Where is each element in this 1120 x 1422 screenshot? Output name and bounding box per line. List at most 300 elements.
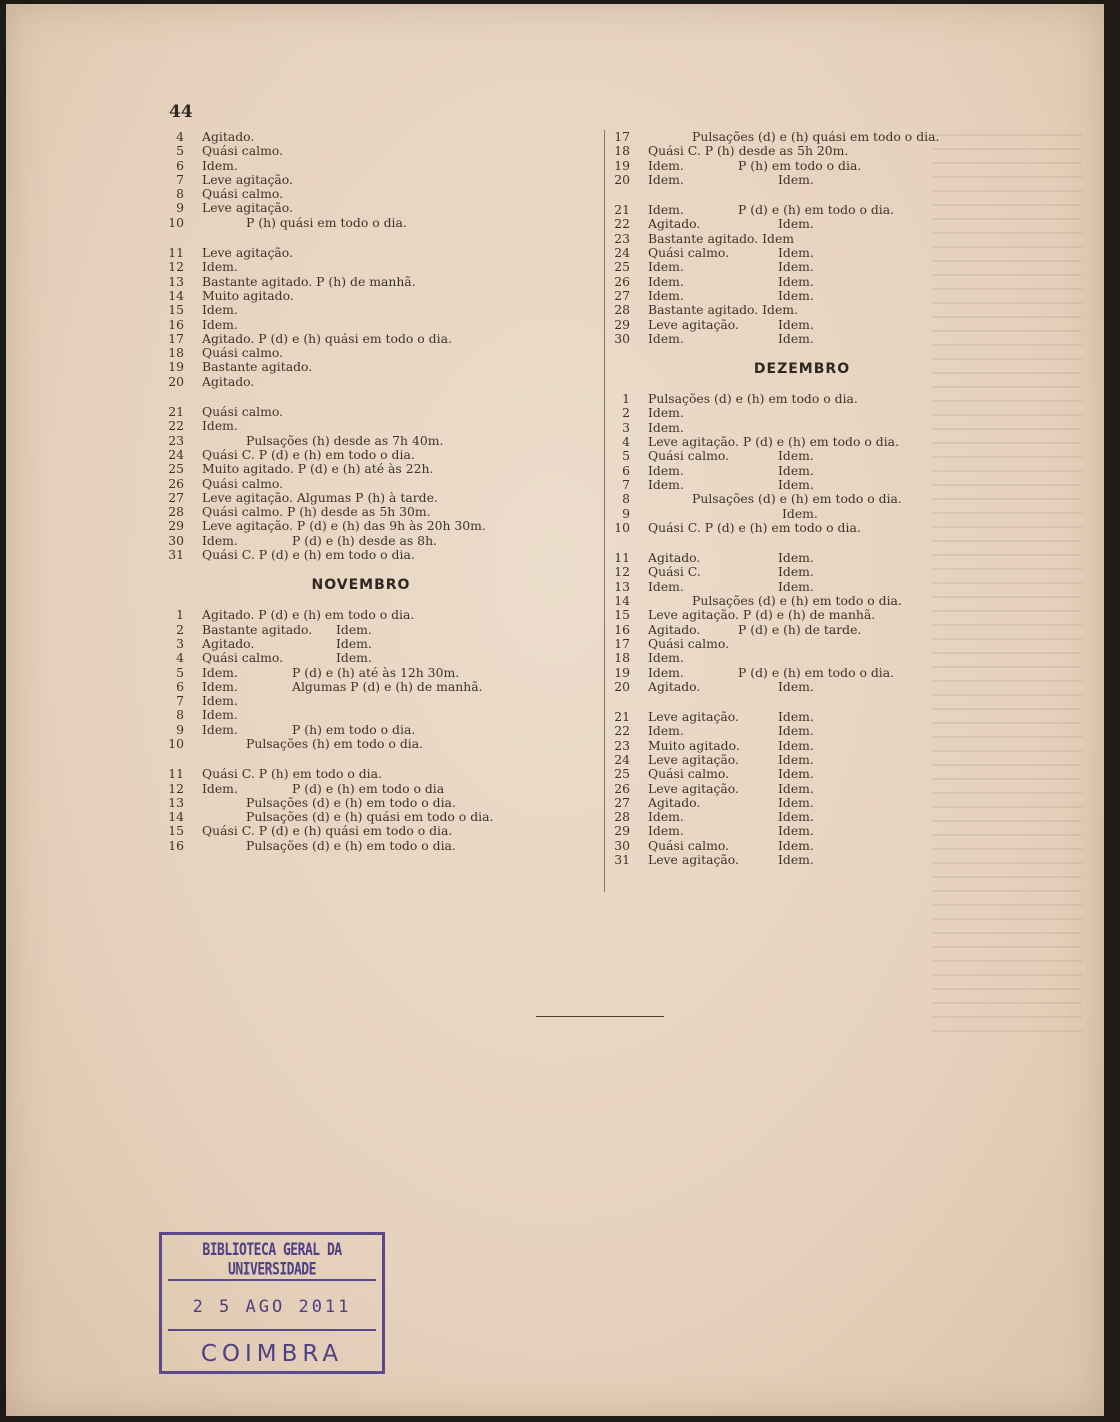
entry-detail: Idem.	[778, 780, 814, 796]
day-number: 9	[622, 505, 630, 521]
day-number: 12	[168, 259, 184, 275]
entry-state: Idem.	[648, 287, 684, 303]
day-number: 24	[614, 245, 630, 261]
entry-detail: Idem.	[336, 621, 372, 637]
stamp-city: COIMBRA	[200, 1341, 344, 1367]
log-entry-row	[602, 318, 1002, 332]
day-number: 12	[614, 564, 630, 580]
entry-state: Bastante agitado. Idem.	[648, 302, 798, 318]
log-entry-row	[602, 551, 1002, 565]
day-number: 25	[168, 461, 184, 477]
day-number: 11	[168, 245, 184, 261]
entry-state: Quási C. P (d) e (h) em todo o dia.	[202, 446, 415, 462]
log-entry-row	[602, 782, 1002, 796]
log-entry-row	[156, 462, 566, 476]
entry-state: Quási calmo.	[648, 766, 730, 782]
entry-state: Quási C. P (h) desde as 5h 20m.	[648, 143, 849, 159]
day-number: 13	[614, 578, 630, 594]
day-number: 3	[622, 419, 630, 435]
day-number: 17	[614, 635, 630, 651]
log-entry-row	[602, 637, 1002, 651]
day-number: 5	[176, 664, 184, 680]
day-number: 28	[168, 504, 184, 520]
day-number: 30	[614, 330, 630, 346]
log-entry-row	[156, 130, 566, 144]
log-entry-row	[602, 303, 1002, 317]
entry-state: Idem.	[648, 476, 684, 492]
log-entry-row	[156, 505, 566, 519]
left-rows-e	[156, 767, 566, 853]
stamp-rule	[168, 1329, 376, 1331]
log-entry-row	[156, 839, 566, 853]
entry-detail: Idem.	[778, 852, 814, 868]
day-number: 5	[622, 448, 630, 464]
log-entry-row	[602, 260, 1002, 274]
day-number: 19	[614, 157, 630, 173]
log-entry-row	[156, 144, 566, 158]
entry-detail: Idem.	[778, 809, 814, 825]
day-number: 22	[168, 418, 184, 434]
log-entry-row	[156, 477, 566, 491]
entry-state: Idem.	[648, 157, 684, 173]
day-number: 16	[614, 621, 630, 637]
day-number: 15	[614, 607, 630, 623]
day-number: 15	[168, 302, 184, 318]
entry-detail: Pulsações (d) e (h) em todo o dia.	[692, 593, 902, 609]
log-entry-row	[156, 519, 566, 533]
stamp-date: 2 5 AGO 2011	[192, 1297, 352, 1317]
entry-state: Idem.	[202, 418, 238, 434]
log-entry-row	[602, 289, 1002, 303]
entry-detail: Idem.	[778, 476, 814, 492]
log-entry-row	[602, 680, 1002, 694]
day-number: 27	[614, 287, 630, 303]
entry-state: Quási calmo. P (h) desde as 5h 30m.	[202, 504, 431, 520]
log-entry-row	[156, 375, 566, 389]
day-number: 14	[168, 287, 184, 303]
log-entry-row	[602, 406, 1002, 420]
log-entry-row	[602, 421, 1002, 435]
day-number: 22	[614, 723, 630, 739]
log-entry-row	[156, 623, 566, 637]
day-number: 24	[168, 446, 184, 462]
day-number: 26	[614, 273, 630, 289]
log-entry-row	[602, 173, 1002, 187]
log-entry-row	[602, 580, 1002, 594]
entry-state: Idem.	[648, 650, 684, 666]
entry-state: Quási calmo.	[648, 837, 730, 853]
entry-detail: Idem.	[778, 171, 814, 187]
entry-state: Idem.	[648, 723, 684, 739]
log-entry-row	[602, 521, 1002, 535]
entry-detail: Idem.	[778, 837, 814, 853]
entry-detail: Idem.	[778, 751, 814, 767]
day-number: 9	[176, 200, 184, 216]
log-entry-row	[602, 478, 1002, 492]
left-column	[156, 130, 566, 853]
entry-state: Idem.	[202, 532, 238, 548]
log-entry-row	[156, 360, 566, 374]
right-rows-d	[602, 551, 1002, 694]
entry-detail: P (h) em todo o dia.	[738, 157, 862, 173]
day-number: 5	[176, 143, 184, 159]
entry-detail: P (h) quási em todo o dia.	[246, 214, 407, 230]
day-number: 29	[614, 316, 630, 332]
library-stamp	[159, 1232, 385, 1374]
log-entry-row	[602, 507, 1002, 521]
log-entry-row	[156, 201, 566, 215]
entry-state: Muito agitado.	[648, 737, 740, 753]
entry-state: Leve agitação.	[648, 316, 739, 332]
log-entry-row	[156, 187, 566, 201]
day-number: 29	[168, 518, 184, 534]
log-entry-row	[156, 666, 566, 680]
entry-state: Bastante agitado. P (h) de manhã.	[202, 273, 416, 289]
log-entry-row	[602, 464, 1002, 478]
day-number: 19	[614, 664, 630, 680]
log-entry-row	[156, 448, 566, 462]
entry-state: Leve agitação. P (d) e (h) de manhã.	[648, 607, 876, 623]
log-entry-row	[156, 275, 566, 289]
entry-state: Quási calmo.	[202, 650, 284, 666]
log-entry-row	[602, 435, 1002, 449]
entry-state: Leve agitação.	[202, 200, 293, 216]
day-number: 27	[168, 489, 184, 505]
day-number: 7	[176, 171, 184, 187]
entry-state: Quási C. P (d) e (h) quási em todo o dia.	[202, 823, 453, 839]
entry-detail: Idem.	[778, 316, 814, 332]
entry-detail: Idem.	[336, 635, 372, 651]
log-entry-row	[602, 666, 1002, 680]
log-entry-row	[602, 144, 1002, 158]
log-entry-row	[602, 839, 1002, 853]
entry-detail: Pulsações (d) e (h) em todo o dia.	[692, 491, 902, 507]
right-rows-c	[602, 392, 1002, 535]
log-entry-row	[156, 318, 566, 332]
entry-state: Idem.	[648, 330, 684, 346]
day-number: 23	[168, 432, 184, 448]
day-number: 31	[614, 852, 630, 868]
day-number: 18	[614, 143, 630, 159]
entry-state: Quási calmo.	[648, 635, 730, 651]
log-entry-row	[602, 159, 1002, 173]
entry-detail: Idem.	[778, 794, 814, 810]
entry-state: Pulsações (d) e (h) em todo o dia.	[648, 391, 858, 407]
log-entry-row	[156, 346, 566, 360]
day-number: 22	[614, 216, 630, 232]
day-number: 21	[168, 404, 184, 420]
entry-state: Quási calmo.	[202, 143, 284, 159]
left-rows-a	[156, 130, 566, 230]
entry-state: Quási calmo.	[648, 245, 730, 261]
entry-state: Idem.	[202, 664, 238, 680]
day-number: 6	[176, 678, 184, 694]
day-number: 10	[168, 214, 184, 230]
day-number: 16	[168, 316, 184, 332]
day-number: 20	[168, 373, 184, 389]
day-number: 26	[168, 475, 184, 491]
log-entry-row	[602, 796, 1002, 810]
entry-detail: Pulsações (d) e (h) em todo o dia.	[246, 837, 456, 853]
day-number: 11	[614, 550, 630, 566]
entry-detail: Idem.	[778, 245, 814, 261]
entry-state: Idem.	[648, 664, 684, 680]
day-number: 29	[614, 823, 630, 839]
entry-state: Leve agitação.	[648, 751, 739, 767]
log-entry-row	[156, 651, 566, 665]
entry-detail: Idem.	[778, 287, 814, 303]
log-entry-row	[602, 608, 1002, 622]
entry-state: Quási calmo.	[202, 404, 284, 420]
entry-state: Idem.	[202, 678, 238, 694]
entry-state: Idem.	[202, 259, 238, 275]
stamp-institution: BIBLIOTECA GERAL DA UNIVERSIDADE	[202, 1240, 342, 1280]
log-entry-row	[602, 130, 1002, 144]
log-entry-row	[602, 203, 1002, 217]
entry-state: Leve agitação. P (d) e (h) em todo o dia.	[648, 434, 900, 450]
log-entry-row	[156, 491, 566, 505]
entry-detail: Idem.	[778, 737, 814, 753]
day-number: 25	[614, 766, 630, 782]
entry-state: Leve agitação.	[648, 780, 739, 796]
entry-detail: Idem.	[778, 273, 814, 289]
log-entry-row	[156, 680, 566, 694]
day-number: 8	[176, 707, 184, 723]
entry-detail: Pulsações (h) em todo o dia.	[246, 735, 424, 751]
day-number: 18	[168, 345, 184, 361]
day-number: 18	[614, 650, 630, 666]
day-number: 7	[622, 476, 630, 492]
entry-state: Idem.	[648, 578, 684, 594]
entry-detail: P (d) e (h) de tarde.	[738, 621, 862, 637]
entry-detail: Idem.	[778, 578, 814, 594]
log-entry-row	[156, 534, 566, 548]
end-rule	[536, 1016, 664, 1017]
entry-detail: Pulsações (d) e (h) quási em todo o dia.	[246, 809, 494, 825]
log-entry-row	[156, 810, 566, 824]
day-number: 23	[614, 230, 630, 246]
entry-state: Quási C.	[648, 564, 701, 580]
entry-state: Quási calmo.	[648, 448, 730, 464]
log-entry-row	[602, 810, 1002, 824]
entry-detail: P (d) e (h) até às 12h 30m.	[292, 664, 460, 680]
entry-state: Agitado. P (d) e (h) em todo o dia.	[202, 607, 415, 623]
day-number: 31	[168, 547, 184, 563]
day-number: 2	[622, 405, 630, 421]
log-entry-row	[156, 824, 566, 838]
log-entry-row	[156, 303, 566, 317]
log-entry-row	[602, 824, 1002, 838]
entry-state: Bastante agitado. Idem	[648, 230, 795, 246]
entry-state: Idem.	[202, 316, 238, 332]
log-entry-row	[602, 392, 1002, 406]
log-entry-row	[602, 853, 1002, 867]
entry-state: Leve agitação.	[202, 245, 293, 261]
entry-state: Bastante agitado.	[202, 359, 313, 375]
day-number: 4	[176, 129, 184, 144]
log-entry-row	[602, 739, 1002, 753]
log-entry-row	[156, 405, 566, 419]
entry-state: Leve agitação.	[648, 709, 739, 725]
entry-state: Idem.	[648, 809, 684, 825]
log-entry-row	[156, 796, 566, 810]
entry-detail: P (d) e (h) desde as 8h.	[292, 532, 437, 548]
day-number: 16	[168, 837, 184, 853]
entry-detail: P (d) e (h) em todo o dia	[292, 780, 445, 796]
log-entry-row	[156, 708, 566, 722]
log-entry-row	[156, 159, 566, 173]
log-entry-row	[156, 246, 566, 260]
entry-detail: Idem.	[778, 709, 814, 725]
day-number: 25	[614, 259, 630, 275]
day-number: 10	[168, 735, 184, 751]
day-number: 14	[614, 593, 630, 609]
month-title-novembro: NOVEMBRO	[311, 577, 411, 594]
log-entry-row	[156, 173, 566, 187]
entry-detail: Idem.	[778, 564, 814, 580]
log-entry-row	[602, 767, 1002, 781]
log-entry-row	[602, 246, 1002, 260]
day-number: 13	[168, 273, 184, 289]
right-rows-a	[602, 130, 1002, 187]
entry-state: Muito agitado.	[202, 287, 294, 303]
day-number: 28	[614, 302, 630, 318]
day-number: 11	[168, 766, 184, 782]
entry-state: Agitado.	[202, 635, 255, 651]
entry-detail: Idem.	[778, 330, 814, 346]
entry-detail: Pulsações (d) e (h) quási em todo o dia.	[692, 129, 940, 144]
day-number: 2	[176, 621, 184, 637]
entry-state: Idem.	[202, 693, 238, 709]
entry-state: Quási calmo.	[202, 186, 284, 202]
entry-state: Idem.	[202, 302, 238, 318]
entry-detail: P (d) e (h) em todo o dia.	[738, 664, 895, 680]
entry-state: Idem.	[648, 405, 684, 421]
entry-state: Idem.	[202, 707, 238, 723]
day-number: 6	[176, 157, 184, 173]
day-number: 23	[614, 737, 630, 753]
log-entry-row	[156, 637, 566, 651]
entry-state: Idem.	[648, 202, 684, 218]
log-entry-row	[156, 419, 566, 433]
entry-state: Idem.	[648, 823, 684, 839]
day-number: 30	[168, 532, 184, 548]
log-entry-row	[156, 289, 566, 303]
log-entry-row	[602, 724, 1002, 738]
log-entry-row	[602, 217, 1002, 231]
day-number: 19	[168, 359, 184, 375]
day-number: 17	[168, 330, 184, 346]
day-number: 26	[614, 780, 630, 796]
day-number: 8	[622, 491, 630, 507]
entry-state: Leve agitação.	[202, 171, 293, 187]
entry-state: Idem.	[648, 419, 684, 435]
log-entry-row	[602, 710, 1002, 724]
day-number: 4	[176, 650, 184, 666]
entry-state: Muito agitado. P (d) e (h) até às 22h.	[202, 461, 434, 477]
entry-detail: Idem.	[778, 678, 814, 694]
entry-state: Agitado.	[202, 373, 255, 389]
log-entry-row	[602, 753, 1002, 767]
log-entry-row	[156, 608, 566, 622]
day-number: 28	[614, 809, 630, 825]
entry-detail: Algumas P (d) e (h) de manhã.	[292, 678, 483, 694]
log-entry-row	[156, 548, 566, 562]
page-number: 44	[169, 102, 193, 122]
day-number: 24	[614, 751, 630, 767]
day-number: 1	[622, 391, 630, 407]
entry-state: Idem.	[648, 273, 684, 289]
entry-detail: Idem.	[336, 650, 372, 666]
log-entry-row	[602, 275, 1002, 289]
day-number: 27	[614, 794, 630, 810]
right-rows-b	[602, 203, 1002, 346]
log-entry-row	[156, 737, 566, 751]
entry-detail: Idem.	[778, 448, 814, 464]
entry-state: Idem.	[648, 171, 684, 187]
log-entry-row	[602, 232, 1002, 246]
entry-state: Bastante agitado.	[202, 621, 313, 637]
day-number: 7	[176, 693, 184, 709]
entry-detail: Idem.	[778, 550, 814, 566]
entry-detail: Pulsações (h) desde as 7h 40m.	[246, 432, 444, 448]
day-number: 12	[168, 780, 184, 796]
entry-state: Quási C. P (d) e (h) em todo o dia.	[648, 519, 861, 535]
log-entry-row	[156, 434, 566, 448]
log-entry-row	[156, 694, 566, 708]
log-entry-row	[156, 782, 566, 796]
entry-detail: P (h) em todo o dia.	[292, 721, 416, 737]
entry-detail: Idem.	[782, 505, 818, 521]
right-rows-e	[602, 710, 1002, 867]
entry-state: Quási calmo.	[202, 345, 284, 361]
entry-state: Leve agitação. P (d) e (h) das 9h às 20h 30m.	[202, 518, 486, 534]
log-entry-row	[602, 492, 1002, 506]
entry-state: Agitado.	[648, 216, 701, 232]
day-number: 10	[614, 519, 630, 535]
entry-state: Agitado. P (d) e (h) quási em todo o dia.	[202, 330, 452, 346]
day-number: 8	[176, 186, 184, 202]
entry-state: Agitado.	[648, 678, 701, 694]
log-entry-row	[602, 651, 1002, 665]
left-rows-d	[156, 608, 566, 751]
entry-state: Agitado.	[648, 794, 701, 810]
entry-detail: Pulsações (d) e (h) em todo o dia.	[246, 794, 456, 810]
left-rows-b	[156, 246, 566, 389]
entry-state: Idem.	[202, 157, 238, 173]
day-number: 21	[614, 709, 630, 725]
log-entry-row	[602, 565, 1002, 579]
entry-state: Quási C. P (h) em todo o dia.	[202, 766, 382, 782]
day-number: 1	[176, 607, 184, 623]
entry-state: Quási C. P (d) e (h) em todo o dia.	[202, 547, 415, 563]
entry-state: Agitado.	[648, 621, 701, 637]
month-title-dezembro: DEZEMBRO	[753, 361, 851, 378]
stamp-rule	[168, 1279, 376, 1281]
entry-state: Idem.	[648, 259, 684, 275]
log-entry-row	[602, 623, 1002, 637]
left-rows-c	[156, 405, 566, 562]
entry-detail: Idem.	[778, 766, 814, 782]
entry-detail: Idem.	[778, 823, 814, 839]
day-number: 13	[168, 794, 184, 810]
day-number: 4	[622, 434, 630, 450]
entry-state: Leve agitação. Algumas P (h) à tarde.	[202, 489, 438, 505]
log-entry-row	[156, 260, 566, 274]
day-number: 9	[176, 721, 184, 737]
entry-state: Idem.	[202, 721, 238, 737]
log-entry-row	[602, 449, 1002, 463]
